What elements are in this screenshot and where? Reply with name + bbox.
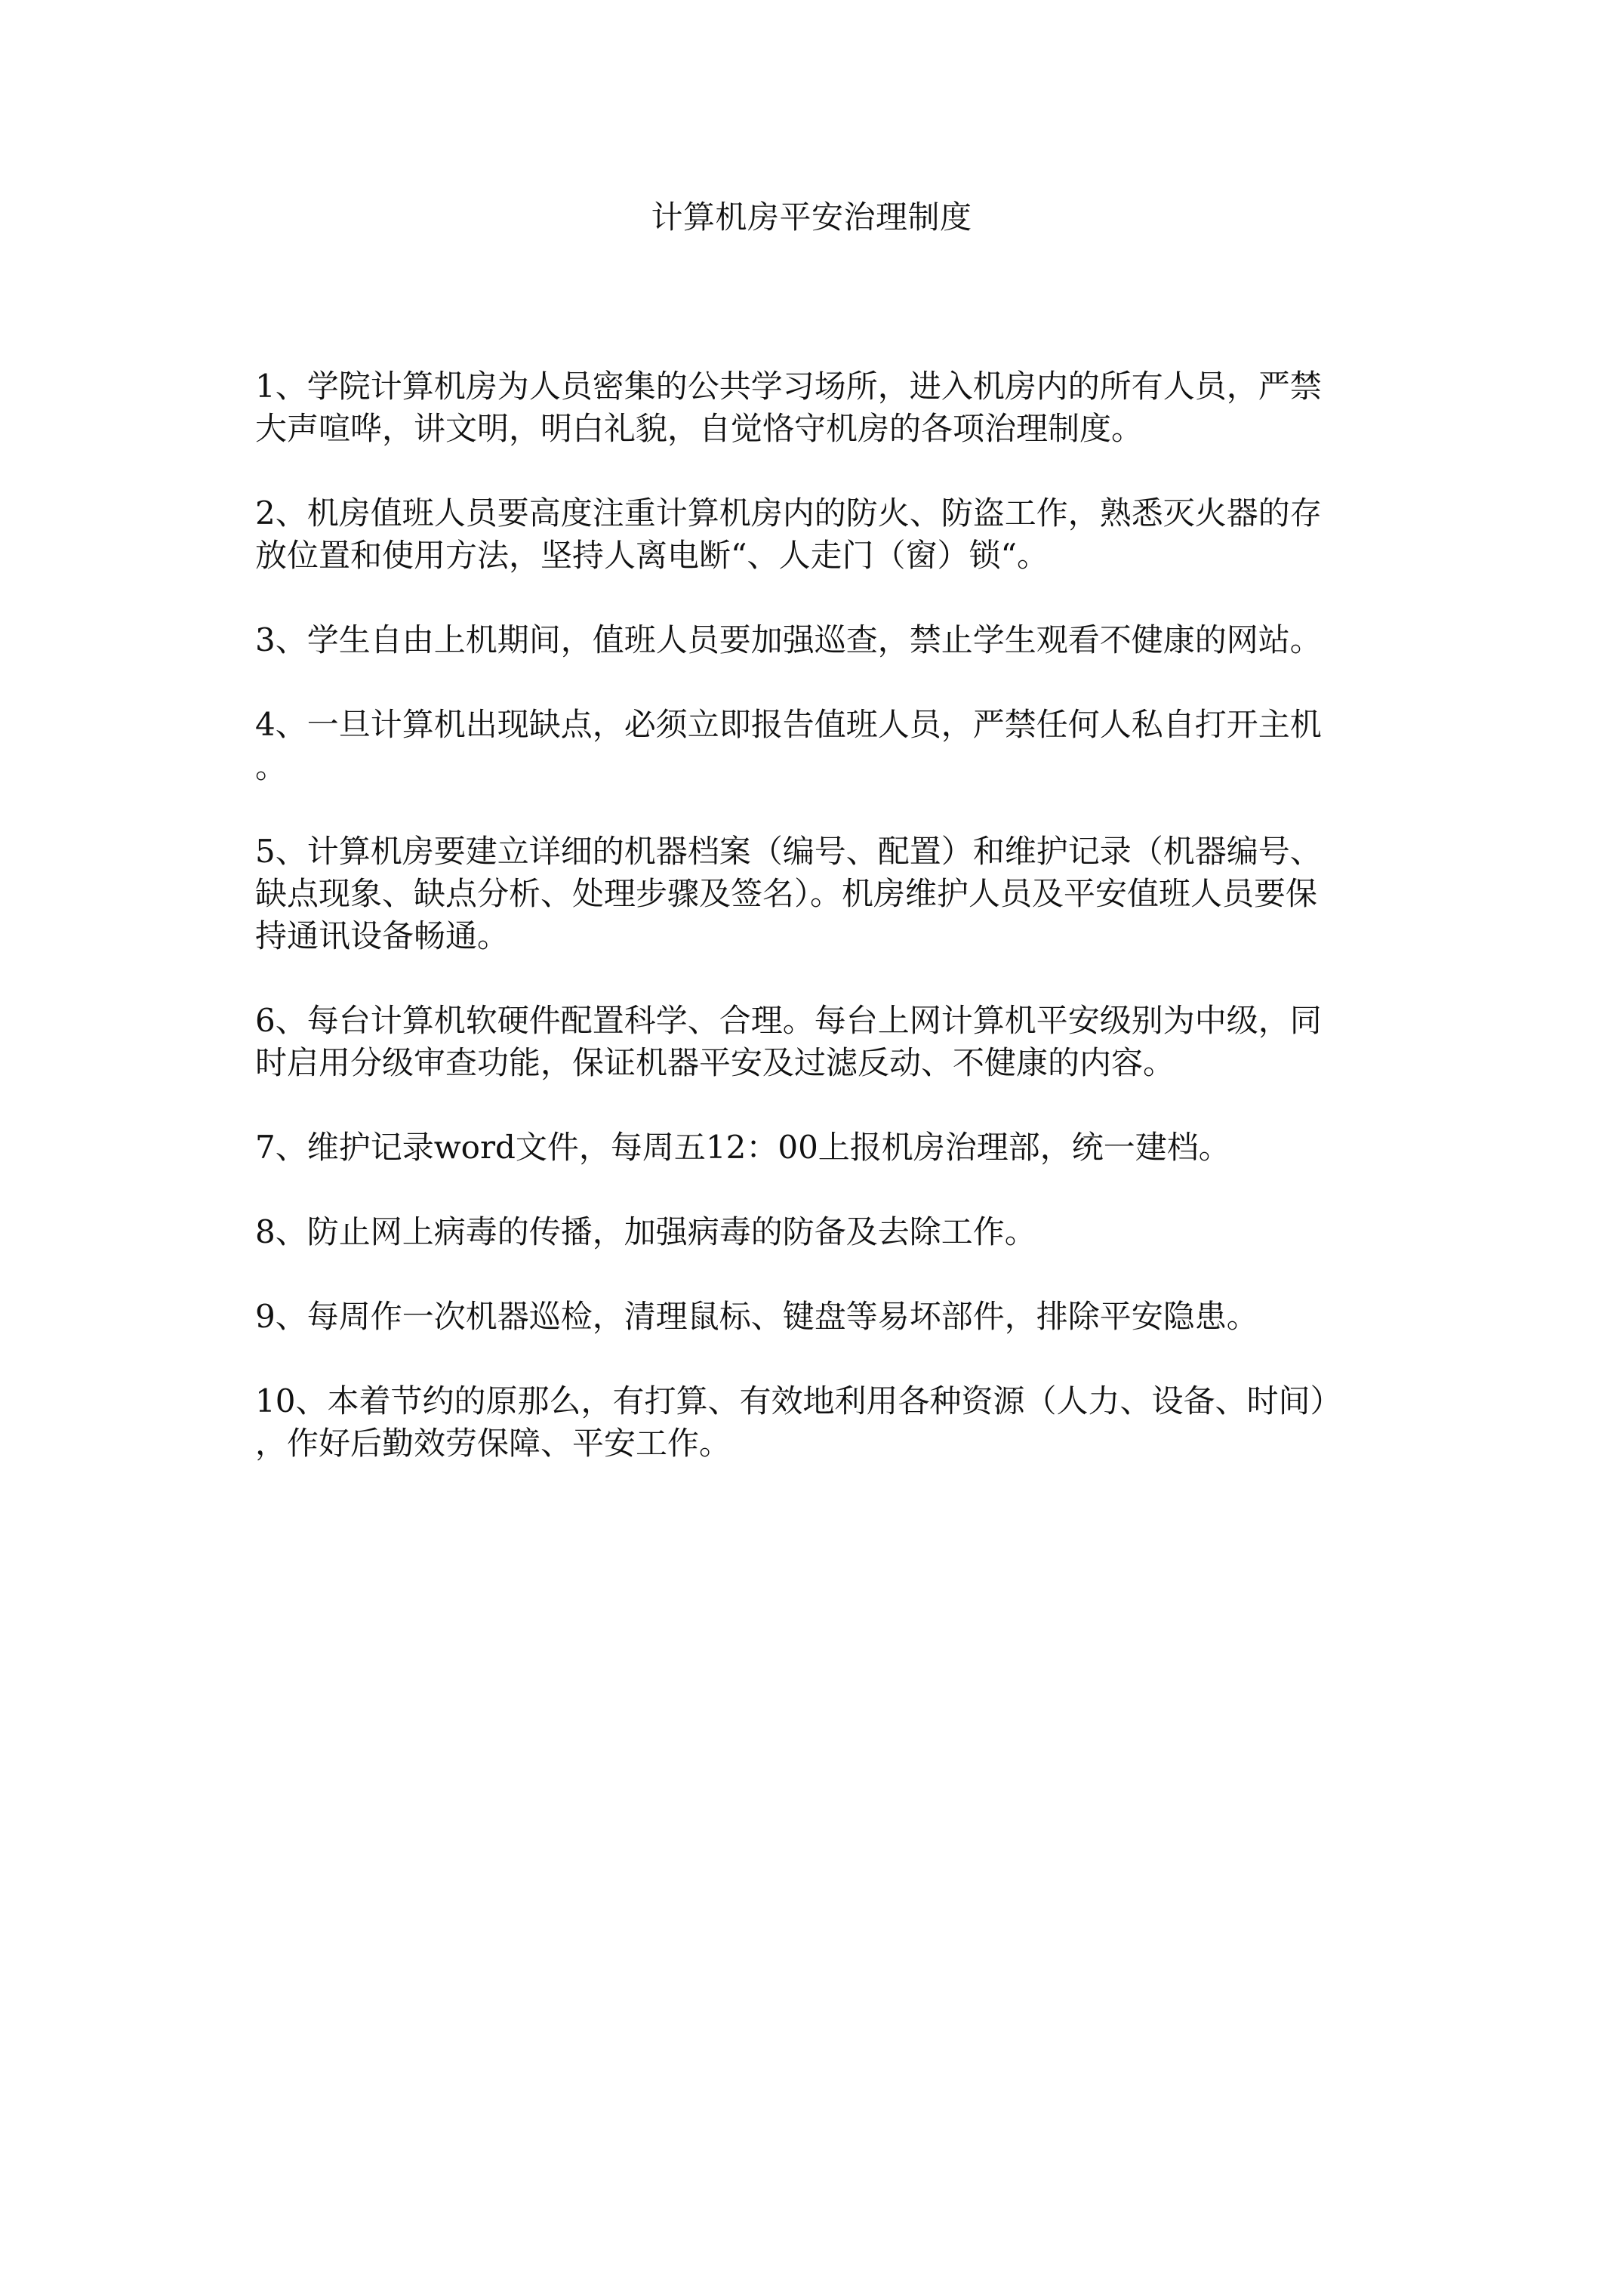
clause-2: 2、机房值班人员要高度注重计算机房内的防火、防盗工作，熟悉灭火器的存 放位置和使用方法，坚持人离电断“、人走门（窗）锁“。: [255, 495, 1322, 574]
clause-9: 9、每周作一次机器巡检，清理鼠标、键盘等易坏部件，排除平安隐患。: [255, 1298, 1258, 1335]
document-body: [255, 365, 1372, 1507]
clause-8: 8、防止网上病毒的传播，加强病毒的防备及去除工作。: [255, 1213, 1036, 1250]
clause-7: 7、维护记录word文件，每周五12：00上报机房治理部，统一建档。: [255, 1129, 1230, 1166]
clause-3: 3、学生自由上机期间，值班人员要加强巡查，禁止学生观看不健康的网站。: [255, 621, 1322, 658]
clause-1: 1、学院计算机房为人员密集的公共学习场所，进入机房内的所有人员，严禁 大声喧哗，讲文明，明白礼貌，自觉恪守机房的各项治理制度。: [255, 368, 1322, 447]
clause-4: 4、一旦计算机出现缺点，必须立即报告值班人员，严禁任何人私自打开主机 。: [255, 706, 1322, 785]
clause-6: 6、每台计算机软硬件配置科学、合理。每台上网计算机平安级别为中级，同 时启用分级审查功能，保证机器平安及过滤反动、不健康的内容。: [255, 1002, 1322, 1081]
clause-10: 10、本着节约的原那么，有打算、有效地利用各种资源（人力、设备、时间） ，作好后勤效劳保障、平安工作。: [255, 1382, 1342, 1462]
clause-5: 5、计算机房要建立详细的机器档案（编号、配置）和维护记录（机器编号、 缺点现象、缺点分析、处理步骤及签名）。机房维护人员及平安值班人员要保 持通讯设备畅通。: [255, 833, 1322, 954]
document-title: 计算机房平安治理制度: [651, 199, 972, 236]
